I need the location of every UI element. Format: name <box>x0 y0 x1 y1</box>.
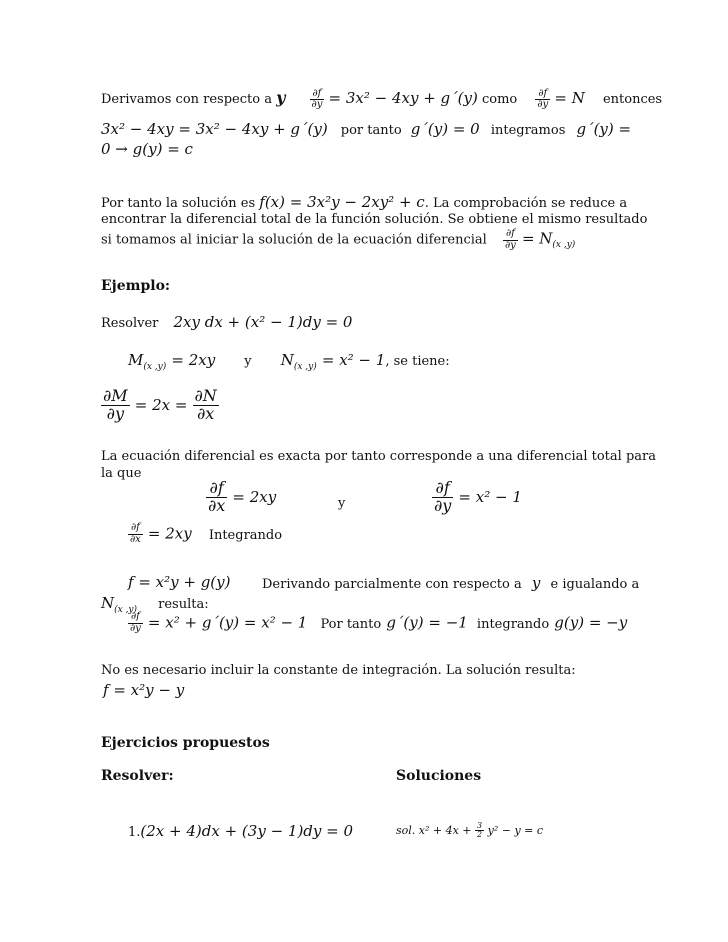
example-statement: Resolver 2xy dx + (x² − 1)dy = 0 <box>101 313 353 331</box>
solution-line-3: si tomamos al iniciar la solución de la ecuación diferencial $\frac{\partial f}{\partial y}$ = $N_{(x ,y)}$ <box>101 228 576 251</box>
partials-line: $\frac{\partial f}{\partial x}$ = 2xy <box>208 478 277 515</box>
exact-para-line-1: La ecuación diferencial es exacta por tanto corresponde a una diferencial total para <box>101 449 656 464</box>
partial-fraction: $\frac{\partial f}{\partial y}$ <box>537 87 549 110</box>
and-word: y <box>338 496 346 511</box>
partial-fraction: $\frac{\partial f}{\partial x}$ <box>130 522 141 545</box>
solutions-heading: Soluciones <box>396 768 482 784</box>
derivation-line-1: Derivamos con respecto a y $\frac{\partial f}{\partial y}$ = 3x² − 4xy + g´(y) como $\frac{\partial f}{\partial y}$ = N entonces <box>101 87 663 110</box>
exact-para-line-2: la que <box>101 466 142 481</box>
solution-line-1: Por tanto la solución es f(x) = 3x²y − 2xy² + c. La comprobación se reduce a <box>101 193 628 211</box>
partial-fraction: $\frac{\partial f}{\partial y}$ <box>311 87 323 110</box>
partial-fraction: $\frac{\partial f}{\partial y}$ <box>130 611 141 634</box>
derivation-line-2: 3x² − 4xy = 3x² − 4xy + g´(y) por tanto g´(y) = 0 integramos g´(y) = <box>101 120 632 138</box>
final-solution: f = x²y − y <box>103 681 185 699</box>
resulta-line: $N_{(x ,y)}$ resulta: <box>101 594 209 616</box>
partial-fraction: $\frac{\partial M}{\partial y}$ <box>103 386 128 423</box>
exactness-check: $\frac{\partial M}{\partial y}$ = 2x = $\frac{\partial N}{\partial x}$ <box>103 386 217 423</box>
exercise-1: 1.(2x + 4)dx + (3y − 1)dy = 0 <box>128 822 354 840</box>
exercises-heading: Ejercicios propuestos <box>101 735 270 751</box>
fraction: $\frac{3}{2}$ <box>477 821 483 840</box>
partial-fraction: $\frac{\partial N}{\partial x}$ <box>194 386 217 423</box>
no-constant-note: No es necesario incluir la constante de integración. La solución resulta: <box>101 663 576 678</box>
partial-fraction: $\frac{\partial f}{\partial y}$ <box>504 228 516 251</box>
partials-line-2: $\frac{\partial f}{\partial y}$ = x² − 1 <box>434 478 522 515</box>
example-heading: Ejemplo: <box>101 278 171 294</box>
example-mn-line: $M_{(x ,y)} = 2xy$ y $N_{(x ,y)} = x^2 - 1$, se tiene: <box>128 351 450 373</box>
f-integrated-line: f = x²y + g(y) <box>128 573 231 591</box>
resolver-heading: Resolver: <box>101 768 174 784</box>
partial-fraction: $\frac{\partial f}{\partial x}$ <box>208 478 226 515</box>
g-result-line: $\frac{\partial f}{\partial y}$ = x² + g´(y) = x² − 1 Por tanto g´(y) = −1 integrando g(y) = −y <box>130 611 628 634</box>
integrate-line: $\frac{\partial f}{\partial x}$ = 2xy Integrando <box>130 522 283 545</box>
solution-line-2: encontrar la diferencial total de la función solución. Se obtiene el mismo resultado <box>101 212 648 227</box>
partial-fraction: $\frac{\partial f}{\partial y}$ <box>434 478 452 515</box>
derivation-line-3: 0 → g(y) = c <box>101 140 193 158</box>
derivando-text: Derivando parcialmente con respecto a y e igualando a <box>262 574 640 592</box>
exercise-1-solution: sol. x² + 4x + $\frac{3}{2}$ y² − y = c <box>396 821 544 840</box>
